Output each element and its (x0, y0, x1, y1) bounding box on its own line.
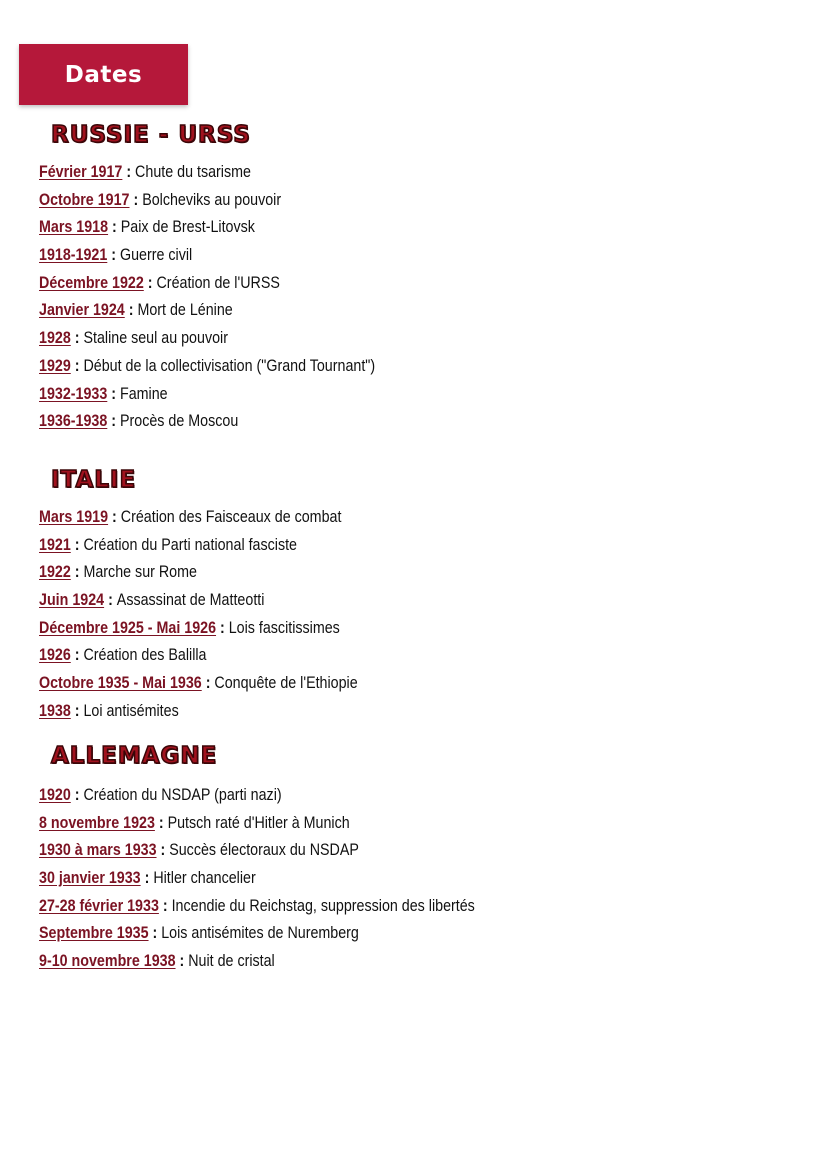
timeline-entry: 9-10 novembre 1938 : Nuit de cristal (39, 951, 275, 971)
timeline-entry: 1936-1938 : Procès de Moscou (39, 411, 239, 431)
entry-date: Juin 1924 (39, 590, 105, 610)
entry-text: Création du Parti national fasciste (83, 534, 297, 554)
entry-date: 1928 (39, 328, 71, 348)
timeline-list (39, 158, 439, 435)
entry-date: 1922 (39, 562, 71, 582)
timeline-entry: 1930 à mars 1933 : Succès électoraux du NSDAP (39, 840, 359, 860)
entry-text: Conquête de l'Ethiopie (214, 673, 358, 693)
entry-date: Mars 1919 (39, 507, 109, 526)
entry-text: Hitler chancelier (153, 868, 256, 888)
section-title: RUSSIE - URSS (51, 122, 251, 148)
timeline-entry: 1938 : Loi antisémites (39, 700, 179, 720)
entry-text: Chute du tsarisme (135, 162, 251, 181)
timeline-entry: 1929 : Début de la collectivisation ("Grand Tournant") (39, 355, 376, 375)
timeline-entry: 1932-1933 : Famine (39, 383, 168, 403)
entry-text: Création du NSDAP (parti nazi) (83, 785, 282, 804)
timeline-entry: 1922 : Marche sur Rome (39, 562, 197, 582)
timeline-entry: Juin 1924 : Assassinat de Matteotti (39, 590, 265, 610)
entry-text: Marche sur Rome (83, 562, 197, 582)
entry-date: Octobre 1935 - Mai 1936 (39, 673, 202, 693)
entry-text: Procès de Moscou (119, 411, 239, 431)
entry-date: Octobre 1917 (39, 189, 130, 209)
entry-date: 1920 (39, 785, 71, 804)
section-russie-urss (39, 120, 439, 435)
entry-date: 1921 (39, 534, 71, 554)
entry-text: Création des Balilla (83, 645, 207, 665)
timeline-entry: 8 novembre 1923 : Putsch raté d'Hitler à Munich (39, 812, 350, 832)
timeline-entry: Décembre 1925 - Mai 1926 : Lois fascitissimes (39, 617, 340, 637)
section-italie (39, 465, 418, 725)
timeline-entry: 1921 : Création du Parti national fasciste (39, 534, 297, 554)
dates-banner (19, 44, 188, 105)
entry-text: Lois antisémites de Nuremberg (161, 923, 359, 943)
section-title: ITALIE (51, 467, 137, 493)
timeline-entry: 30 janvier 1933 : Hitler chancelier (39, 868, 256, 888)
entry-text: Nuit de cristal (188, 951, 275, 971)
entry-date: Décembre 1925 - Mai 1926 (39, 617, 217, 637)
entry-text: Mort de Lénine (137, 300, 233, 320)
entry-date: 1936-1938 (39, 411, 108, 431)
entry-date: 1930 à mars 1933 (39, 840, 157, 860)
entry-text: Putsch raté d'Hitler à Munich (167, 812, 350, 832)
timeline-entry: Janvier 1924 : Mort de Lénine (39, 300, 233, 320)
timeline-entry: Décembre 1922 : Création de l'URSS (39, 272, 280, 292)
timeline-entry: Octobre 1935 - Mai 1936 : Conquête de l'Ethiopie (39, 673, 358, 693)
entry-date: 30 janvier 1933 (39, 868, 141, 888)
entry-text: Succès électoraux du NSDAP (169, 840, 359, 860)
timeline-entry: Septembre 1935 : Lois antisémites de Nuremberg (39, 923, 359, 943)
timeline-entry: Octobre 1917 : Bolcheviks au pouvoir (39, 189, 282, 209)
timeline-list (39, 503, 418, 725)
entry-text: Incendie du Reichstag, suppression des libertés (171, 895, 475, 915)
timeline-entry: 1928 : Staline seul au pouvoir (39, 328, 228, 348)
timeline-entry: 27-28 février 1933 : Incendie du Reichstag, suppression des libertés (39, 895, 475, 915)
entry-date: 27-28 février 1933 (39, 895, 159, 915)
entry-date: Septembre 1935 (39, 923, 149, 943)
section-allemagne (39, 741, 558, 975)
entry-date: 1938 (39, 700, 71, 720)
entry-date: 9-10 novembre 1938 (39, 951, 176, 971)
entry-text: Création des Faisceaux de combat (120, 507, 342, 526)
entry-text: Loi antisémites (83, 700, 179, 720)
entry-date: Février 1917 (39, 162, 123, 181)
entry-date: 8 novembre 1923 (39, 812, 155, 832)
section-title: ALLEMAGNE (51, 743, 218, 769)
entry-text: Famine (119, 383, 168, 403)
timeline-entry: Mars 1918 : Paix de Brest-Litovsk (39, 217, 255, 237)
entry-text: Assassinat de Matteotti (116, 590, 265, 610)
entry-date: Décembre 1922 (39, 272, 144, 292)
timeline-list (39, 781, 558, 975)
entry-text: Début de la collectivisation ("Grand Tournant") (83, 355, 376, 375)
entry-text: Bolcheviks au pouvoir (142, 189, 282, 209)
entry-text: Staline seul au pouvoir (83, 328, 228, 348)
entry-date: 1929 (39, 355, 71, 375)
timeline-entry: 1920 : Création du NSDAP (parti nazi) (39, 785, 282, 804)
entry-date: Janvier 1924 (39, 300, 125, 320)
timeline-entry: Février 1917 : Chute du tsarisme (39, 162, 251, 181)
dates-banner-label: Dates (64, 61, 143, 88)
entry-text: Guerre civil (119, 245, 193, 265)
timeline-entry: 1918-1921 : Guerre civil (39, 245, 193, 265)
entry-text: Lois fascitissimes (228, 617, 340, 637)
entry-date: 1918-1921 (39, 245, 108, 265)
entry-date: Mars 1918 (39, 217, 109, 237)
entry-date: 1926 (39, 645, 71, 665)
timeline-entry: 1926 : Création des Balilla (39, 645, 207, 665)
entry-date: 1932-1933 (39, 383, 108, 403)
timeline-entry: Mars 1919 : Création des Faisceaux de combat (39, 507, 342, 526)
entry-text: Création de l'URSS (156, 272, 280, 292)
entry-text: Paix de Brest-Litovsk (120, 217, 255, 237)
